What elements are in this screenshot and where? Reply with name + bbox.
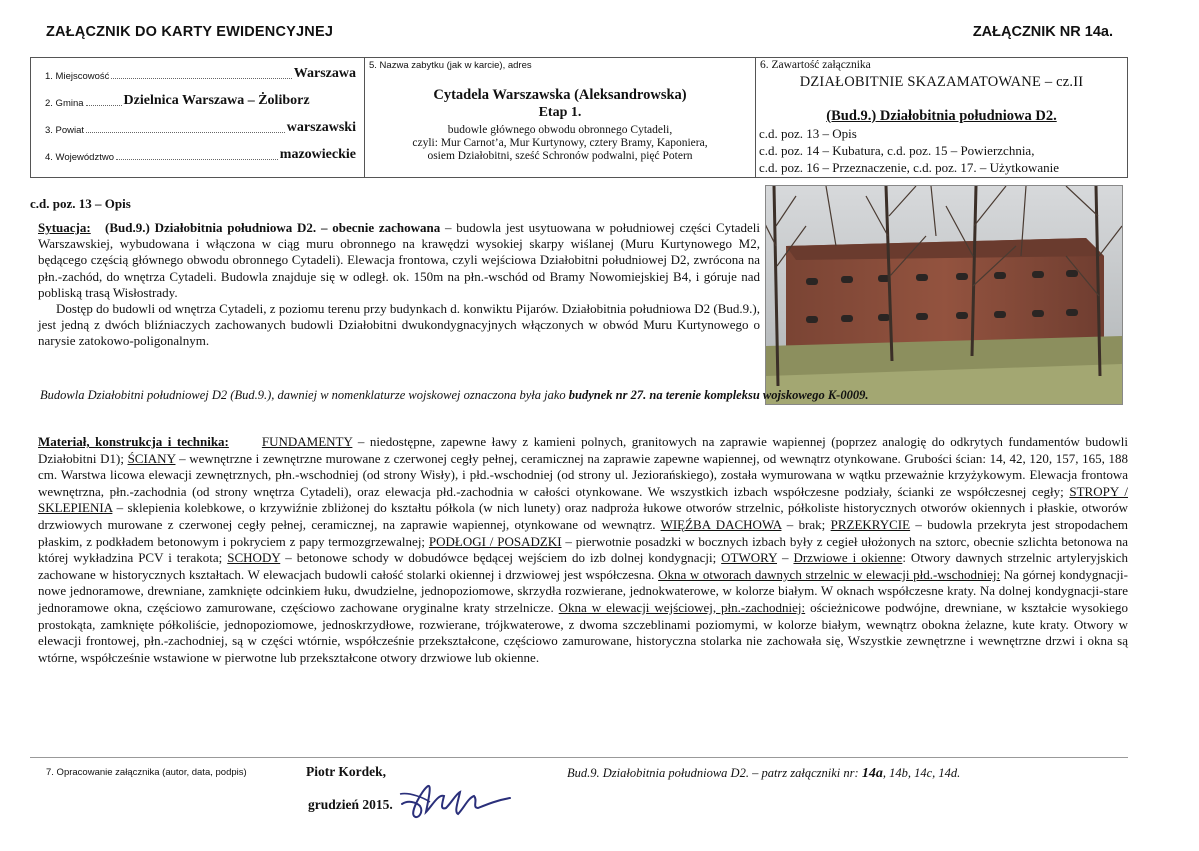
- openings-subheading: Drzwiowe i okienne: [793, 550, 903, 566]
- monument-label: 5. Nazwa zabytku (jak w karcie), adres: [369, 60, 532, 71]
- dotted-leader: [86, 105, 122, 106]
- monument-stage: Etap 1.: [538, 105, 582, 120]
- roof-text: – brak;: [781, 516, 831, 532]
- row-value: warszawski: [286, 120, 356, 135]
- situation-body-1: – budowla jest usytuowana w południowej części Cytadeli Warszawskiej, wybudowana i włączona w ciąg muru obronnego na krawędzi wysokiej skarpy wiślanej (Muru Kurtynowego M2, będącego częścią głównego obwodu obronnego Cytadeli). Elewacja frontowa, czyli wejściowa Działobitni południowej D2, zwrócona na płn.-zachód, do wnętrza Cytadeli. Budowla znajduje się w odległ. ok. 150m na płn.-wschód od Bramy Nowomiejskiej B4, i góruje nad pobliską trasą Wisłostrady.: [38, 220, 761, 300]
- cover-text: – budowla przekryta jest stropodachem płaskim, z podkładem betonowym i pokryciem z papy termozgrzewalnej;: [38, 516, 1129, 549]
- row-label: 1. Miejscowość: [45, 71, 110, 82]
- monument-title: Cytadela Warszawska (Aleksandrowska): [433, 87, 687, 103]
- contents-column: [756, 58, 1127, 177]
- openings-heading: OTWORY: [721, 550, 778, 566]
- location-row-county: [45, 120, 356, 136]
- situation-body-2: Dostęp do budowli od wnętrza Cytadeli, z poziomu terenu przy budynkach d. konwiktu Pijarów. Działobitnia południowa D2 (Bud.9.), jest jedną z dwóch bliźniaczych zachowanych budowli Działobitni dwukondygnacyjnych włączonych w obwód Muru Kurtynowego o narysie zatokowo-poligonalnym.: [38, 301, 760, 349]
- windows-nw-heading: Okna w elewacji wejściowej, płn.-zachodniej:: [558, 599, 806, 615]
- location-column: [31, 58, 365, 177]
- dotted-leader: [86, 132, 285, 133]
- footer-label: 7. Opracowanie załącznika (autor, data, podpis): [46, 767, 247, 778]
- row-label: 3. Powiat: [45, 125, 85, 136]
- row-label: 4. Województwo: [45, 152, 114, 163]
- contents-title: DZIAŁOBITNIE SKAZAMATOWANE – cz.II: [799, 74, 1084, 90]
- desc-line: osiem Działobitni, sześć Schronów podwalni, pięć Potern: [427, 150, 693, 162]
- note-bold: budynek nr 27. na terenie kompleksu wojskowego K-0009.: [568, 388, 869, 402]
- signature-icon: [398, 772, 518, 832]
- floors-heading: PODŁOGI / POSADZKI: [428, 533, 562, 549]
- dotted-leader: [111, 78, 291, 79]
- material-text: [38, 434, 1128, 666]
- stairs-heading: SCHODY: [227, 550, 281, 566]
- contents-subtitle: (Bud.9.) Działobitnia południowa D2.: [826, 108, 1057, 124]
- walls-text: – wewnętrzne i zewnętrzne murowane z czerwonej cegły pełnej, ceramicznej na zaprawie zapewne wapiennej, od wewnątrz otynkowane. Grubości ścian: 14, 42, 120, 157, 165, 188 cm. Warstwa licowa elewacji zewnętrznych, płn.-wschodniej (od strony Wisły), i płd.-wschodniej (od strony ul. Jeziorańskiego), została wymurowana w wątku przeważnie krzyżykowym. Elewacja frontowa wewnętrzna, płn.-zachodnia (od strony wnętrza Cytadeli), oraz elewacja płd.-zachodnia w całości otynkowane. We wszystkich izbach współczesne podziały, ścianki ze współczesnej cegły;: [38, 450, 1128, 499]
- location-row-voivodeship: [45, 147, 356, 163]
- cover-heading: PRZEKRYCIE: [830, 516, 911, 532]
- footer-author: Piotr Kordek,: [306, 764, 386, 779]
- situation-label: Sytuacja:: [38, 220, 91, 235]
- monument-column: [365, 58, 756, 177]
- note-text: Budowla Działobitni południowej D2 (Bud.9.), dawniej w nomenklaturze wojskowej oznaczona była jako: [40, 388, 569, 402]
- contents-line: c.d. poz. 16 – Przeznaczenie, c.d. poz. 17. – Użytkowanie: [759, 160, 1059, 175]
- row-value: mazowieckie: [279, 147, 356, 162]
- vaults-heading: STROPY / SKLEPIENIA: [38, 483, 1128, 516]
- building-photo: [765, 185, 1123, 405]
- monument-description: [375, 124, 745, 163]
- openings-text: : Otwory dawnych strzelnic artyleryjskich zachowane w historycznych kształtach. W elewacjach budowli całość stolarki okiennej i drzwiowej jest współczesna.: [38, 550, 1128, 582]
- ref-main: 14a: [861, 766, 883, 781]
- row-value: Warszawa: [293, 66, 356, 81]
- openings-separator: –: [777, 550, 794, 566]
- attachment-number: ZAŁĄCZNIK NR 14a.: [972, 24, 1113, 40]
- footer-divider: [30, 757, 1128, 758]
- foundations-heading: FUNDAMENTY: [261, 434, 353, 449]
- windows-nw-text: ościeżnicowe podwójne, drewniane, w kształcie wysokiego prostokąta, zamknięte półkoliście, jednopoziomowe, jednoskrzydłowe, rozwierane, trójkwaterowe, z dwoma szczeblinami poziomymi, w kolorze białym, wewnątrz obokna żelazne, kute kraty. Otwory w elewacji frontowej, płn.-zachodniej, są w części wtórnie, współcześnie przekształcone, częściowo zamurowane, historyczna stolarka nie zachowała się, Wszystkie zewnętrzne i wewnętrzne drzwi i okna są wtórne, współcześnie wstawione w pierwotne lub przekształcone otwory drzwiowe lub okienne.: [38, 599, 1128, 665]
- situation-text: [38, 220, 760, 350]
- dotted-leader: [116, 159, 278, 160]
- situation-lead: (Bud.9.) Działobitnia południowa D2. – obecnie zachowana: [105, 220, 441, 235]
- contents-line: c.d. poz. 13 – Opis: [759, 126, 857, 141]
- footer-date: grudzień 2015.: [308, 797, 393, 812]
- contents-label: 6. Zawartość załącznika: [760, 59, 871, 71]
- info-table: [30, 57, 1128, 178]
- stairs-text: – betonowe schody w dobudówce będącej wejściem do izb dolnej kondygnacji;: [280, 550, 722, 566]
- ref-text: Bud.9. Działobitnia południowa D2. – patrz załączniki nr:: [567, 766, 862, 780]
- ref-rest: , 14b, 14c, 14d.: [882, 766, 961, 780]
- section-heading: c.d. poz. 13 – Opis: [30, 196, 131, 211]
- attachment-header-title: ZAŁĄCZNIK DO KARTY EWIDENCYJNEJ: [46, 24, 334, 40]
- building-photo-image: [766, 186, 1122, 404]
- location-row-town: [45, 66, 356, 82]
- desc-line: czyli: Mur Carnot’a, Mur Kurtynowy, cztery Bramy, Kaponiera,: [412, 137, 708, 149]
- material-label: Materiał, konstrukcja i technika:: [38, 434, 229, 449]
- location-row-commune: [45, 93, 356, 109]
- row-value: Dzielnica Warszawa – Żoliborz: [123, 93, 310, 108]
- vaults-text: – sklepienia kolebkowe, o krzywiźnie zbliżonej do kształtu półkola (w nich lunety) oraz nadproża łukowe otworów strzelnic, półkoliste historycznych otworów okiennych i płaskie, otworów drzwiowych murowane z czerwonej cegły pełnej, ceramicznej, na zaprawie wapiennej, otynkowane od wewnątrz.: [38, 500, 1128, 532]
- foundations-text: – niedostępne, zapewne ławy z kamieni polnych, granitowych na zaprawie wapiennej (poprzez analogię do odkrytych fundamentów budowli Działobitni D1);: [38, 434, 1129, 466]
- desc-line: budowle głównego obwodu obronnego Cytadeli,: [447, 124, 673, 136]
- windows-se-heading: Okna w otworach dawnych strzelnic w elewacji płd.-wschodniej:: [658, 566, 1001, 582]
- row-label: 2. Gmina: [45, 98, 84, 109]
- walls-heading: ŚCIANY: [127, 450, 176, 466]
- footer-reference: [567, 766, 960, 782]
- contents-line: c.d. poz. 14 – Kubatura, c.d. poz. 15 – Powierzchnia,: [759, 143, 1035, 158]
- roof-heading: WIĘŹBA DACHOWA: [660, 516, 782, 532]
- historical-note: [40, 388, 868, 403]
- floors-text: – pierwotnie posadzki w bocznych izbach były z cegieł ułożonych na sztorc, obecnie szlichta betonowa na której wykładzina PCV i terakota;: [38, 533, 1128, 566]
- windows-se-text: Na górnej kondygnacji-nowe jednoramowe, drewniane, zamknięte odcinkiem łuku, dwudzielne, jednopoziomowe, skrzydła rozwierane, jednokwaterowe, w kolorze białym. W oknach współczesne kraty. Na dolnej kondygnacji-stare jednoramowe okna, częściowo zamurowane, częściowo zachowane oryginalne kraty strzelnicze.: [38, 566, 1128, 615]
